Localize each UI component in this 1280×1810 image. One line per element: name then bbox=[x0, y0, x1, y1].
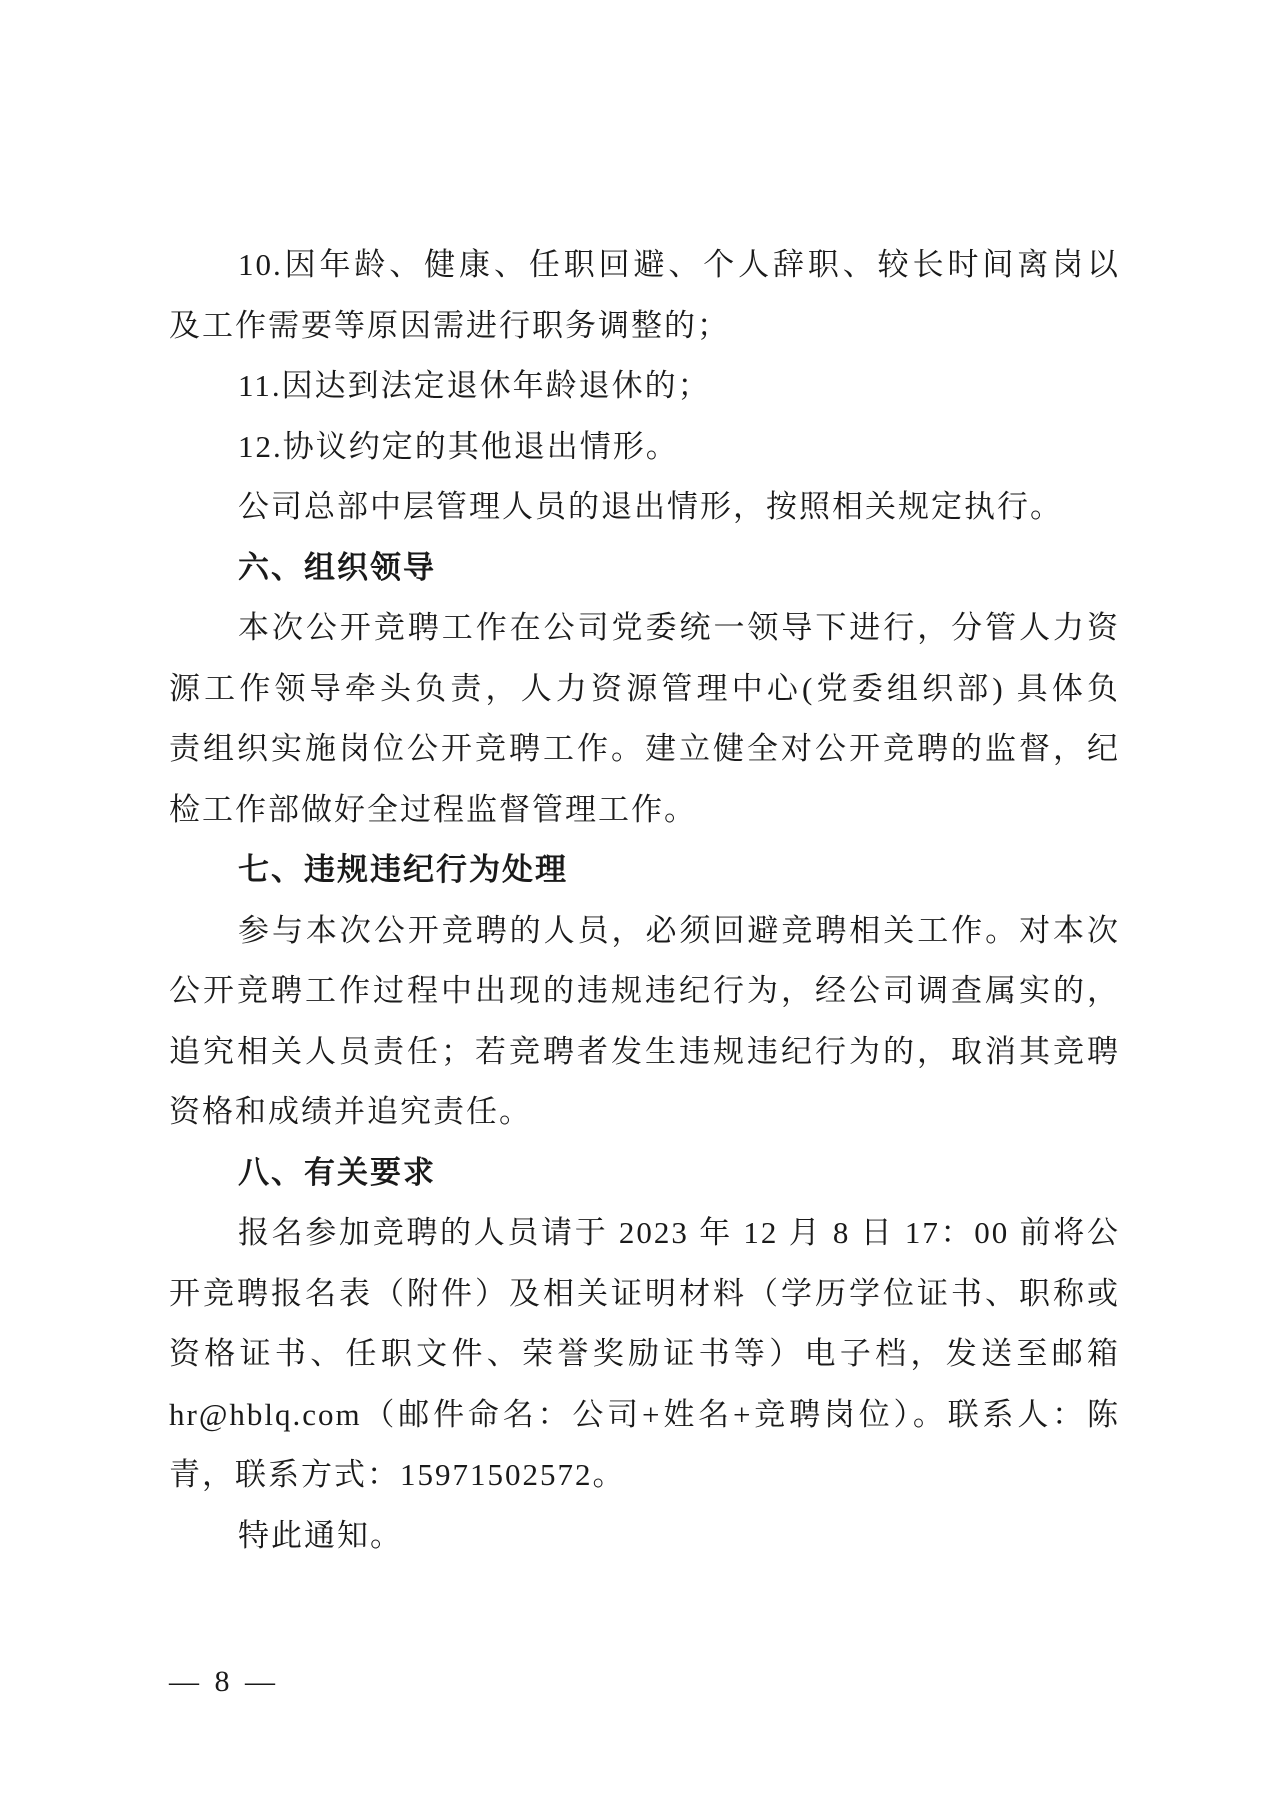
page-number: — 8 — bbox=[169, 1665, 279, 1698]
paragraph-text: 源工作领导牵头负责，人力资源管理中心(党委组织部) 具体负 bbox=[169, 671, 1120, 706]
paragraph-text: 本次公开竞聘工作在公司党委统一领导下进行，分管人力资 bbox=[238, 610, 1120, 645]
section-heading-8: 八、有关要求 bbox=[238, 1155, 436, 1191]
paragraph-text: 追究相关人员责任；若竞聘者发生违规违纪行为的，取消其竞聘 bbox=[169, 1034, 1120, 1069]
paragraph-text: 青，联系方式：15971502572。 bbox=[169, 1457, 626, 1492]
paragraph-text: 报名参加竞聘的人员请于 2023 年 12 月 8 日 17：00 前将公 bbox=[238, 1215, 1120, 1250]
paragraph-text: 开竞聘报名表（附件）及相关证明材料（学历学位证书、职称或 bbox=[169, 1276, 1120, 1311]
paragraph-text: 资格证书、任职文件、荣誉奖励证书等）电子档，发送至邮箱 bbox=[169, 1336, 1120, 1371]
paragraph-text: 公开竞聘工作过程中出现的违规违纪行为，经公司调查属实的， bbox=[169, 973, 1120, 1008]
list-item-10: 10.因年龄、健康、任职回避、个人辞职、较长时间离岗以 bbox=[238, 247, 1120, 282]
list-item-12: 12.协议约定的其他退出情形。 bbox=[238, 429, 679, 464]
paragraph-text: 责组织实施岗位公开竞聘工作。建立健全对公开竞聘的监督，纪 bbox=[169, 731, 1120, 766]
closing-text: 特此通知。 bbox=[238, 1518, 403, 1553]
paragraph-text: hr@hblq.com（邮件命名：公司+姓名+竞聘岗位）。联系人：陈 bbox=[169, 1397, 1120, 1432]
list-item-11: 11.因达到法定退休年龄退休的； bbox=[238, 368, 711, 403]
section-heading-6: 六、组织领导 bbox=[238, 550, 436, 586]
section-heading-7: 七、违规违纪行为处理 bbox=[238, 852, 568, 888]
list-item-10-cont: 及工作需要等原因需进行职务调整的； bbox=[169, 308, 730, 343]
paragraph-text: 检工作部做好全过程监督管理工作。 bbox=[169, 792, 697, 827]
paragraph-text: 参与本次公开竞聘的人员，必须回避竞聘相关工作。对本次 bbox=[238, 913, 1120, 948]
paragraph-text: 公司总部中层管理人员的退出情形，按照相关规定执行。 bbox=[238, 489, 1063, 524]
paragraph-text: 资格和成绩并追究责任。 bbox=[169, 1094, 532, 1129]
